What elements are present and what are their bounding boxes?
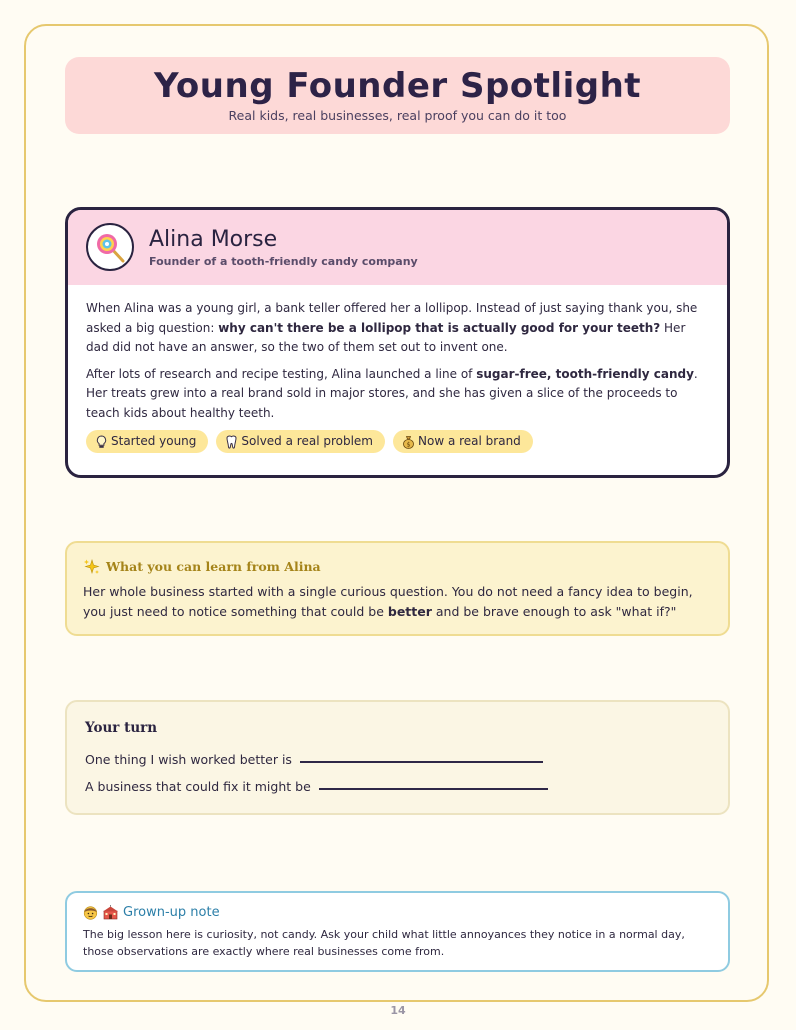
founder-name: Alina Morse (149, 227, 278, 252)
grownup-note (65, 891, 730, 972)
story-paragraph-1: When Alina was a young girl, a bank teller offered her a lollipop. Instead of just saying thank you, she asked a big question: why can't there be a lollipop that is actually good for your teeth? Her dad did not have an answer, so the two of them set out to invent one. (86, 301, 698, 354)
product-highlight: sugar-free, tooth-friendly candy (476, 366, 694, 381)
lesson-heading: What you can learn from Alina (83, 558, 321, 575)
tag-started-young: Started young (86, 430, 208, 453)
story-question: why can't there be a lollipop that is actually good for your teeth? (218, 320, 661, 335)
write-in-line-2[interactable] (319, 788, 548, 790)
school-icon (102, 905, 119, 920)
tooth-icon (225, 435, 238, 449)
your-turn-heading: Your turn (85, 720, 158, 736)
lollipop-icon (86, 223, 134, 271)
page-header (65, 57, 730, 134)
page-title: Young Founder Spotlight (153, 66, 642, 106)
note-heading: Grown-up note (83, 905, 220, 920)
money-bag-icon (402, 435, 415, 449)
tag-solved-problem: Solved a real problem (216, 430, 385, 453)
page-subtitle: Real kids, real businesses, real proof you can do it too (228, 108, 567, 123)
lesson-highlight: better (387, 603, 432, 619)
prompt-2-label: A business that could fix it might be (85, 779, 311, 794)
note-text: The big lesson here is curiosity, not candy. Ask your child what little annoyances they notice in a normal day, those observations are exactly where real businesses come from. (83, 928, 685, 958)
tag-real-brand: $ Now a real brand (393, 430, 533, 453)
prompt-row-2 (85, 779, 548, 794)
write-in-line-1[interactable] (300, 761, 543, 763)
founder-role: Founder of a tooth-friendly candy company (149, 255, 418, 268)
lightbulb-icon (95, 435, 108, 449)
page-frame (24, 24, 769, 1002)
tag-list (86, 430, 709, 453)
adult-face-icon (83, 905, 98, 920)
lesson-callout (65, 541, 730, 636)
your-turn-activity (65, 700, 730, 815)
profile-header (68, 210, 727, 285)
page-number: 14 (390, 1004, 406, 1017)
prompt-1-label: One thing I wish worked better is (85, 752, 292, 767)
sparkles-icon (83, 558, 100, 575)
profile-card (65, 207, 730, 478)
prompt-row-1 (85, 752, 543, 767)
story-paragraph-2: After lots of research and recipe testing, Alina launched a line of sugar-free, tooth-friendly candy. Her treats grew into a real brand sold in major stores, and she has given a slice of the proceeds to teach kids about healthy teeth. (86, 366, 698, 420)
lesson-text: Her whole business started with a single curious question. You do not need a fancy idea to begin, you just need to notice something that could be better and be brave enough to ask "what if?" (83, 584, 693, 619)
profile-body (68, 285, 727, 453)
svg-text:$: $ (406, 440, 411, 448)
